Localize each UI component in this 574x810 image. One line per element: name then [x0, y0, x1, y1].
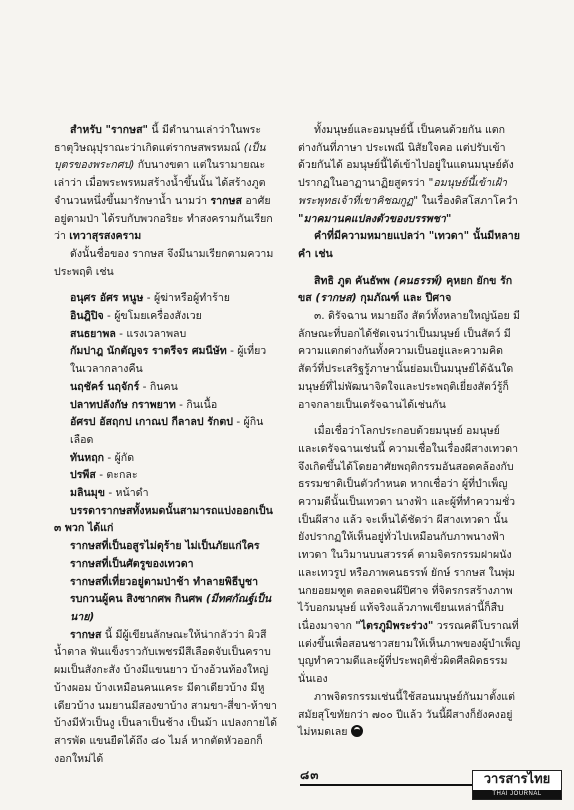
list-desc: - ตะกละ	[95, 469, 138, 482]
list-desc: - ผู้ฆ่าหรือผู้ทำร้าย	[143, 292, 230, 305]
group-text: รากษสที่เที่ยวอยู่ตามป่าช้า ทำลายพิธีบูชารบกวนผู้คน สิงซากศพ กินศพ	[70, 575, 259, 606]
text-run: วรรณคดีโบราณที่แต่งขึ้นเพื่อสอนชาวสยามให้เห็นภาพของผู้บำเพ็ญบุญทำความดีและผู้ที่ประพฤติชั่วผิดศีลผิดธรรมนั่นเอง	[298, 619, 521, 686]
spacer	[298, 414, 522, 423]
list-desc: - แรงเวลาพลบ	[115, 327, 187, 340]
spacer	[298, 264, 522, 273]
text-run: นี้ มีผู้เขียนลักษณะให้น่ากลัวว่า ผิวสีน้ำตาล ฟันแข็งราวกับเพชรมีสีเลือดจับเป็นคราบผมเป็นสังกะสัง บ้างมีแขนยาว บ้างอ้วนท้องใหญ่ บ้างผอม บ้างเหมือนคนแคระ มีตาเดียวบ้าง มีหูเดียวบ้าง นมยานมีสองขาบ้าง สามขา-สี่ขา-ห้าขา บ้างมีหัวเป็นงู เป็นลาเป็นช้าง เป็นม้า แปลงกายได้สารพัด แขนยืดได้ถึง ๘๐ ไมล์ หากตัดหัวออกก็งอกใหม่ได้	[54, 628, 278, 765]
text-run: ภาพจิตรกรรมเช่นนี้ใช้สอนมนุษย์กันมาตั้งแต่สมัยสุโขทัยกว่า ๗๐๐ ปีแล้ว วันนี้ผีสางก็ยังคงอยู่ไม่หมดเลย	[298, 690, 515, 739]
term-war: เทวาสุรสงคราม	[69, 230, 142, 243]
text-run: ในเรื่องดิสโสภาโควำ	[418, 194, 518, 207]
list-desc: - หน้าดำ	[104, 487, 149, 500]
text-run: กุมภัณฑ์ และ ปีศาจ	[356, 292, 452, 305]
group-text: รากษสที่เป็นศัตรูของเทวดา	[70, 557, 194, 570]
journal-logo	[472, 770, 562, 800]
term-rakshasa: รากษส	[70, 628, 102, 641]
text-run: กับนางขตา แต่ในรามายณะ เล่าว่า เมื่อพระพรหมสร้างน้ำขึ้นนั้น ได้สร้างภูตจำนวนหนึ่งขึ้นมารักษาน้ำ นามว่า	[54, 159, 266, 207]
right-column	[298, 122, 522, 742]
list-item	[70, 485, 278, 503]
quote: "อมนุษย์นี้เข้าเฝ้าพระพุทธเจ้าที่เขาคิชฌกูฏ"	[298, 177, 507, 207]
text-run: ทั้งมนุษย์และอมนุษย์นี้ เป็นคนด้วยกัน แตกต่างกันที่ภาษา ประเพณี นิสัยใจคอ แต่ปรับเข้าด้วยกันได้ อมนุษย์นี้ได้เข้าไปอยู่ในแดนมนุษย์ดังปรากฏในอาฏานาฏิยสูตรว่า	[298, 124, 514, 190]
text-run: อาศัยอยู่ตามป่า ได้รบกับพวกอริยะ ทำสงครามกันเรียกว่า	[54, 194, 273, 243]
group-note: (มีทศกัณฐ์เป็นนาย)	[70, 593, 272, 623]
list-term: ปลาทปลังกัษ กราพยาท	[70, 398, 176, 411]
text-run: คุหยก ยักข รักขส	[298, 274, 513, 305]
list-term: สนธยาพล	[70, 327, 116, 340]
list-desc: - ผู้กัด	[104, 451, 135, 464]
list-desc: - กินคน	[139, 380, 178, 393]
list-item	[70, 397, 278, 415]
paragraph-beliefs	[298, 423, 522, 689]
list-term: ปรพีส	[70, 469, 96, 482]
group-item	[70, 538, 278, 556]
paragraph-deva-words	[298, 228, 522, 263]
term-rakshasa: รากษส	[210, 194, 242, 207]
italic-note: (คนธรรพ์)	[393, 274, 443, 287]
list-item	[70, 414, 278, 449]
group-item	[70, 574, 278, 627]
paragraph-closing	[298, 689, 522, 742]
list-term: นฤชัคร์ นฤจักร์	[70, 380, 140, 393]
paragraph-animals: ๓. ดิรัจฉาน หมายถึง สัตว์ทั้งหลายใหญ่น้อย มีลักษณะที่บอกได้ชัดเจนว่าเป็นมนุษย์ เป็นสัตว์ มีความแตกต่างกันทั้งความเป็นอยู่และความคิด สัตว์ที่ประเสริฐรู้ภาษานั้นย่อมเป็นมนุษย์ได้ฉันใด มนุษย์ที่ไม่พัฒนาจิตใจและประพฤติเยี่ยงสัตว์รู้ก็อาจกลายเป็นเดรัจฉานได้เช่นกัน	[298, 310, 521, 411]
spacer	[54, 281, 278, 290]
group-item	[70, 556, 278, 574]
italic-note: (รากษส)	[315, 292, 357, 305]
logo-subtitle: THAI JOURNAL	[473, 790, 561, 799]
list-term: ทันหฤก	[70, 451, 105, 464]
list-item	[70, 343, 278, 378]
groups-list	[54, 538, 278, 627]
deva-words-text: คำที่มีความหมายแปลว่า "เทวดา" นั้นมีหลายคำ เช่น	[298, 230, 520, 260]
names-list	[54, 290, 278, 502]
list-item	[70, 467, 278, 485]
text-run: สำหรับ	[70, 124, 106, 136]
text-run: เมื่อเชื่อว่าโลกประกอบด้วยมนุษย์ อมนุษย์ และเดรัจฉานเช่นนี้ ความเชื่อในเรื่องผีสางเทวดา จึงเกิดขึ้นได้โดยอาศัยพฤติกรรมอันสอดคล้องกับธรรมชาติเป็นตัวกำหนด หากเชื่อว่า ผู้ที่บำเพ็ญความดีนั้นเป็นเทวดา นางฟ้า และผู้ที่ทำความชั่ว เป็นผีสาง แล้ว จะเห็นได้ชัดว่า ผีสางเทวดา นั้น ยังปรากฏให้เห็นอยู่ทั่วไปเหมือนกับภาพนางฟ้า เทวดา ในวิมานบนสวรรค์ ตามจิตรกรรมฝาผนังและเทวรูป หรือภาพคนธรรพ์ ยักษ์ รากษส ในพุ่มนกยอยมฑูต ตลอดจนผีปีศาจ ที่จิตรกรสร้างภาพไว้บอกมนุษย์ แท้จริงแล้วภาพเขียนเหล่านี้ก็สืบเนื่องมาจาก	[298, 425, 519, 632]
list-item	[70, 450, 278, 468]
quote: "มาคมานคแปลงตัวของบรรพชา"	[298, 212, 452, 225]
title-traiphum: "ไตรภูมิพระร่วง"	[355, 619, 434, 632]
paragraph-deva-list	[298, 273, 522, 308]
list-desc: - ผู้ขโมยเครื่องสังเวย	[103, 310, 202, 323]
logo-title: วารสารไทย	[483, 772, 551, 787]
paragraph-rakshasa-looks	[54, 627, 278, 769]
paragraph-amanusa	[298, 122, 522, 228]
page-number: ๘๓	[300, 768, 320, 782]
text-run: สิทธิ ภูต คันธัพพ	[314, 274, 394, 287]
list-term: อินฎิปิจ	[70, 310, 104, 323]
list-desc: - ผู้กินเลือด	[70, 416, 264, 446]
list-term: อัศรป อัสฤกป เกาณป กีลาลป รักตป	[70, 416, 233, 429]
text-run: นี้ มีตำนานเล่าว่าในพระธาตุวิษณุปุราณะว่าเกิดแต่รากษสพรหมณ์	[54, 124, 262, 154]
list-term: อนุศร อัศร หนูษ	[70, 292, 144, 305]
list-desc: - กินเนื้อ	[175, 398, 218, 411]
paragraph-groups-intro	[54, 503, 278, 538]
list-desc: - ผู้เที่ยวในเวลากลางคืน	[70, 345, 267, 376]
list-item	[70, 379, 278, 397]
list-item	[70, 290, 278, 308]
end-mark-icon	[351, 725, 363, 737]
list-item	[70, 308, 278, 326]
left-column	[54, 122, 278, 768]
group-text: รากษสที่เป็นอสูรไม่ดุร้าย ไม่เป็นภัยแก่ใคร	[70, 540, 260, 553]
term-rakshasa: "รากษส"	[105, 124, 149, 136]
paragraph-rakshasa-origin	[54, 122, 278, 246]
italic-note: (เป็นบุตรของพระกศป)	[54, 141, 266, 172]
list-term: มลินมุข	[70, 487, 105, 500]
list-term: กัมปาฎ นักตัญจร ราตรีจร ศมนีษัท	[70, 345, 227, 358]
paragraph-names-intro: ดังนั้นชื่อของ รากษส จึงมีนามเรียกตามความประพฤติ เช่น	[54, 247, 274, 278]
list-item	[70, 326, 278, 344]
groups-intro-text: บรรดารากษสทั้งหมดนั้นสามารถแบ่งออกเป็น ๓ พวก ได้แก่	[54, 504, 273, 535]
